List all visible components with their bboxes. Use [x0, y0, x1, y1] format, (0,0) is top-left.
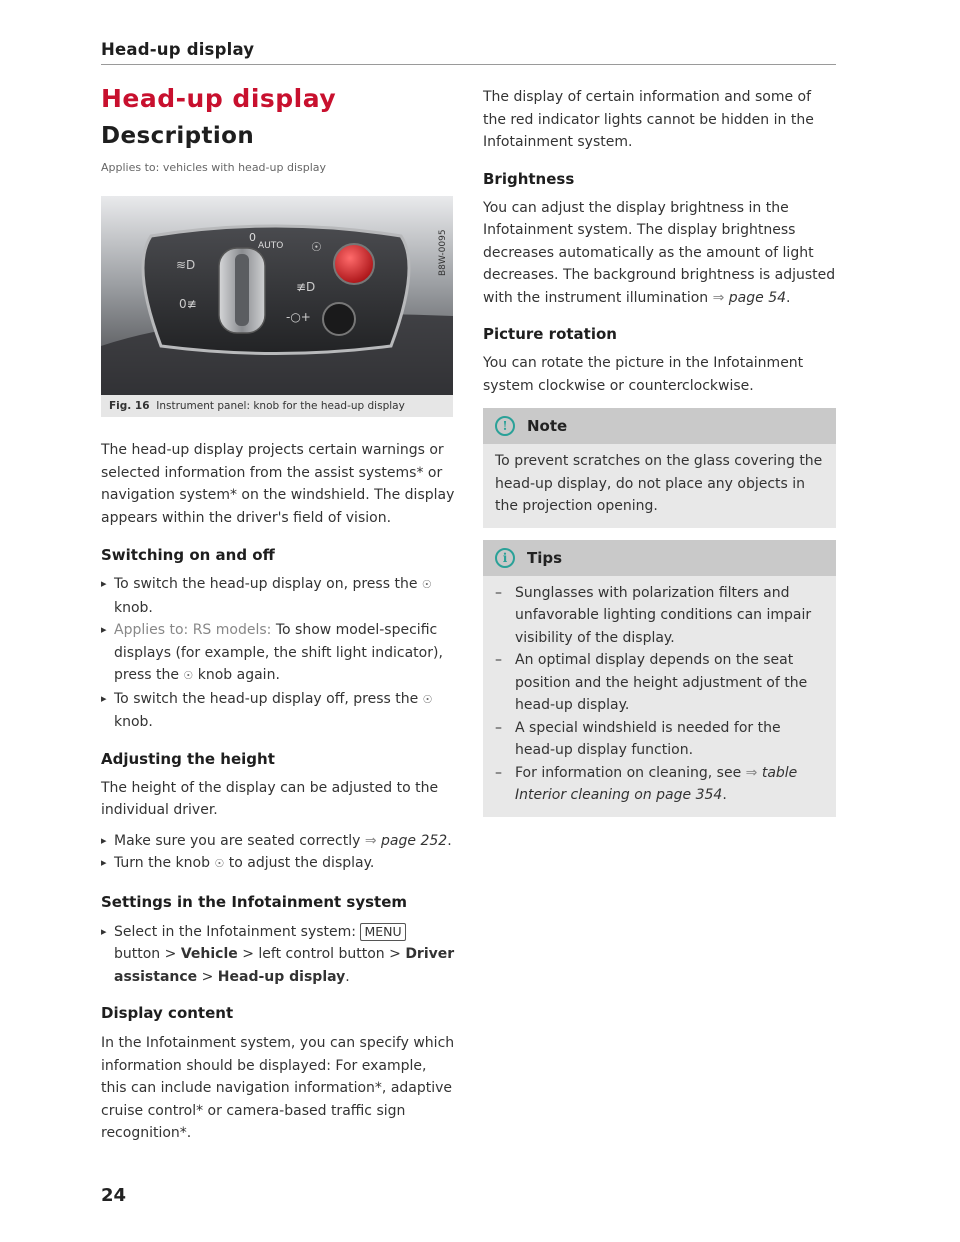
- dimmer-button: [323, 303, 355, 335]
- figure-code: B8W-0095: [438, 229, 448, 276]
- page-reference-link[interactable]: page 252: [381, 832, 448, 849]
- svg-text:-○+: -○+: [286, 310, 311, 324]
- rotation-heading: Picture rotation: [483, 325, 617, 343]
- hud-knob-icon: ☉: [214, 857, 225, 870]
- page-number: 24: [101, 1185, 127, 1206]
- warning-icon: !: [495, 416, 515, 436]
- svg-text:☉: ☉: [311, 240, 322, 254]
- switching-heading: Switching on and off: [101, 546, 275, 564]
- right-intro-paragraph: The display of certain information and some of the red indicator lights cannot be hidden in the Infotainment system.: [483, 89, 814, 150]
- right-column: [483, 86, 836, 817]
- hud-knob-icon: ☉: [422, 692, 433, 706]
- note-text: To prevent scratches on the glass covering the head-up display, do not place any objects in the projection opening.: [495, 453, 823, 514]
- hud-button: [334, 244, 374, 284]
- list-item: – For information on cleaning, see ⇒ table Interior cleaning on page 354.: [495, 762, 824, 807]
- tips-title: Tips: [527, 548, 563, 567]
- menu-key: MENU: [360, 923, 405, 941]
- figure-caption-text: Instrument panel: knob for the head-up display: [156, 400, 405, 412]
- table-reference-link[interactable]: table Interior cleaning on page 354: [515, 764, 798, 803]
- height-heading: Adjusting the height: [101, 749, 275, 768]
- list-item: – An optimal display depends on the seat position and the height adjustment of the head-up display.: [495, 649, 824, 717]
- page-reference-link[interactable]: page 54: [728, 289, 787, 306]
- note-box: [483, 408, 836, 528]
- height-paragraph: The height of the display can be adjusted to the individual driver.: [101, 779, 439, 818]
- brightness-heading: Brightness: [483, 169, 575, 188]
- figure-hud-knob: [101, 196, 453, 395]
- settings-heading: Settings in the Infotainment system: [101, 892, 407, 911]
- knob-panel-illustration: [101, 196, 453, 395]
- note-header: [483, 408, 836, 444]
- list-item: ▸ Select in the Infotainment system: MENU button > Vehicle > left control button > Driver assistance > Head-up display.: [101, 921, 456, 989]
- list-item: ▸ Turn the knob ☉ to adjust the display.: [101, 852, 456, 876]
- arrow-icon: ⇒: [745, 764, 758, 781]
- list-item: – Sunglasses with polarization filters and unfavorable lighting conditions can impair visibility of the display.: [495, 582, 824, 650]
- note-title: Note: [527, 417, 568, 435]
- hud-knob-icon: ☉: [421, 578, 432, 591]
- info-icon: i: [495, 548, 515, 568]
- list-item: ▸ Make sure you are seated correctly ⇒ page 252.: [101, 830, 456, 853]
- arrow-icon: ⇒: [364, 832, 377, 849]
- tips-box: [483, 540, 836, 817]
- brightness-paragraph: You can adjust the display brightness in the Infotainment system. The display brightness decreases automatically as the amount of light decreases. The background brightness is adjusted with the instrument illumination ⇒ page 54.: [483, 199, 836, 306]
- svg-text:0≢: 0≢: [179, 297, 197, 311]
- content-heading: Display content: [101, 1004, 234, 1022]
- auto-label: AUTO: [258, 241, 284, 251]
- applies-to-note: Applies to: vehicles with head-up display: [101, 161, 327, 174]
- rotation-paragraph: You can rotate the picture in the Infotainment system clockwise or counterclockwise.: [483, 355, 804, 394]
- header-rule: [101, 64, 836, 65]
- figure-caption: [101, 395, 453, 417]
- figure-caption-label: Fig. 16: [109, 400, 150, 412]
- page-title: Head-up display: [101, 84, 337, 113]
- tips-list: [483, 576, 836, 817]
- intro-paragraph: The head-up display projects certain warnings or selected information from the assist systems* or navigation system* on the windshield. The display appears within the driver's field of vision.: [101, 442, 455, 526]
- section-title: Description: [101, 123, 255, 149]
- left-column: [101, 84, 456, 1145]
- list-item: ▸ Applies to: RS models: To show model-specific displays (for example, the shift light indicator), press the ☉ knob again.: [101, 619, 456, 688]
- svg-text:≢D: ≢D: [296, 280, 316, 294]
- list-item: ▸ To switch the head-up display on, press the ☉ knob.: [101, 573, 456, 619]
- arrow-icon: ⇒: [712, 289, 725, 306]
- list-item: – A special windshield is needed for the head-up display function.: [495, 717, 824, 762]
- running-head: Head-up display: [101, 40, 255, 59]
- content-paragraph: In the Infotainment system, you can specify which information should be displayed: For example, this can include navigation information*, adaptive cruise control* or camera-based traffic sign recognition*.: [101, 1035, 455, 1141]
- tips-header: [483, 540, 836, 576]
- zero-label: 0: [249, 231, 256, 244]
- hud-knob-icon: ☉: [183, 669, 194, 682]
- svg-text:≋D: ≋D: [176, 258, 196, 272]
- list-item: ▸ To switch the head-up display off, press the ☉ knob.: [101, 688, 456, 734]
